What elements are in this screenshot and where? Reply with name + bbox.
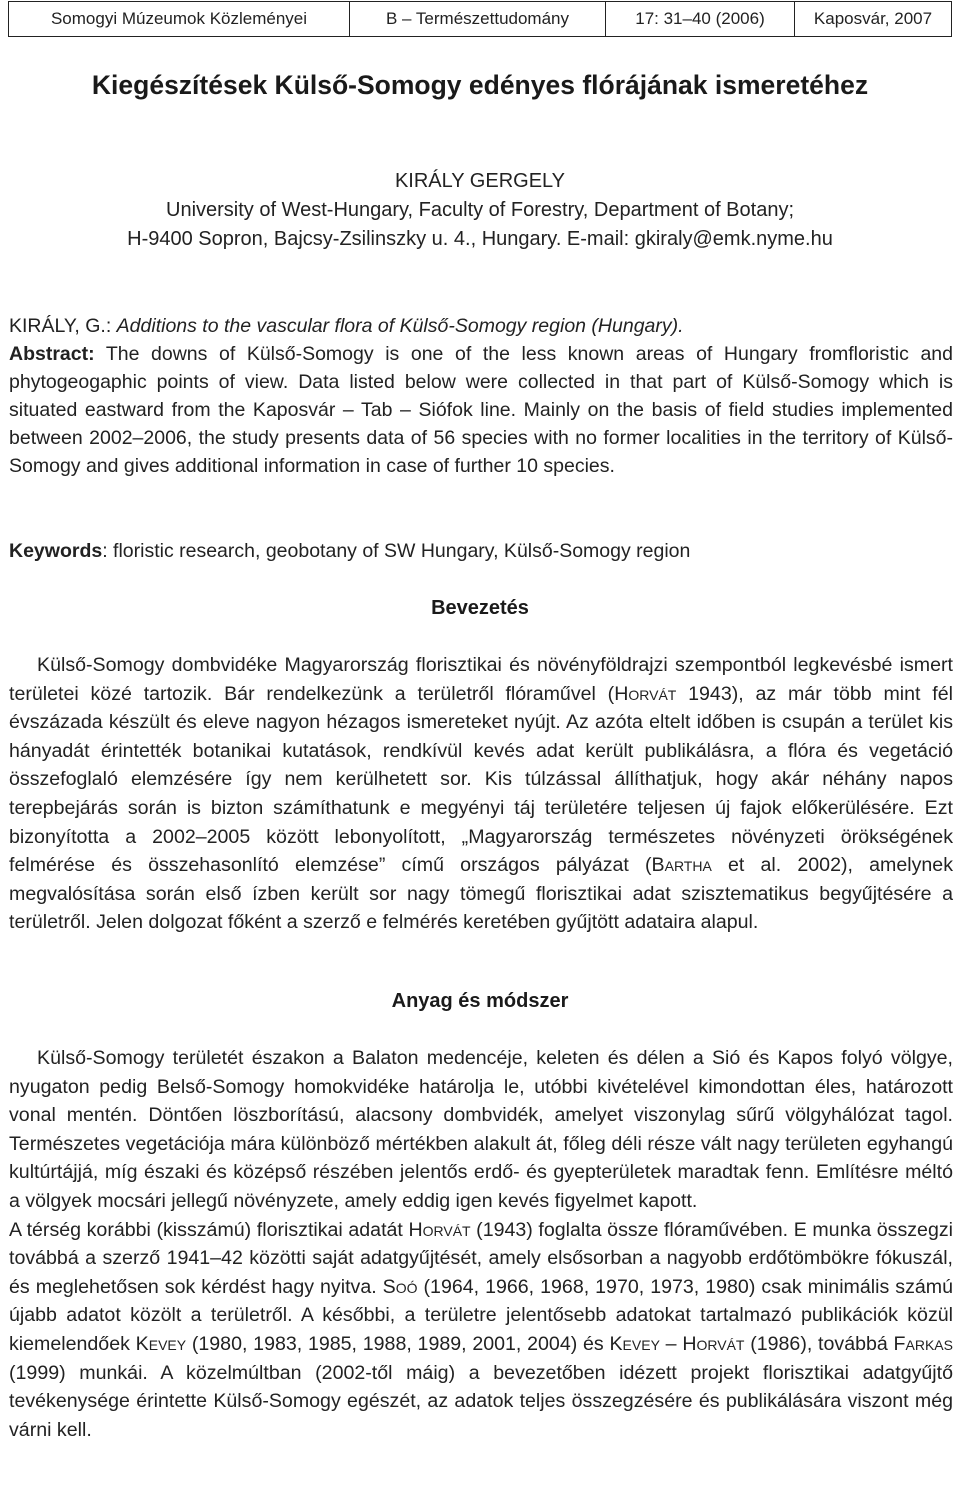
methods-text-a: A térség korábbi (kisszámú) florisztikai adatát (9, 1218, 409, 1241)
ref-soo: Soó (382, 1275, 418, 1298)
methods-paragraph-2 (9, 1216, 953, 1445)
author-affiliation: University of West-Hungary, Faculty of Forestry, Department of Botany; (166, 199, 794, 221)
methods-text-c: (1964, 1966, 1968, 1970, 1973, 1980) csak minimális számú újabb adatot közölt a területről. A későbbi, a területre jelentősebb adatokat tartalmazó publikációk közül kiemelendőek (9, 1275, 953, 1355)
methods-text-e: – (659, 1332, 683, 1355)
methods-text-g: (1999) munkái. A közelmúltban (2002-től máig) a bevezetőben idézett projekt florisztikai adatgyűjtő tevékenysége érintette Külső-Somogy egészét, az adatok teljes összegzésére és publikálására viszont még várni kell. (9, 1361, 953, 1441)
abstract-body (9, 340, 953, 480)
paper-title: Kiegészítések Külső-Somogy edényes flórájának ismeretéhez (91, 70, 869, 100)
intro-paragraph (9, 651, 953, 937)
header-place-year: Kaposvár, 2007 (813, 9, 933, 28)
author-name: KIRÁLY GERGELY (394, 170, 566, 192)
keywords-line (9, 540, 953, 563)
section-title-intro: Bevezetés (431, 597, 529, 619)
abstract-citation (9, 312, 953, 340)
section-title-methods: Anyag és módszer (391, 990, 569, 1012)
abstract-text: The downs of Külső-Somogy is one of the less known areas of Hungary fromfloristic and phytogeogaphic points of view. Data listed below were collected in that part of Külső-Somogy which is situated eastward from the Kaposvár – Tab – Siófok line. Mainly on the basis of field studies implemented between 2002–2006, the study presents data of 56 species with no former localities in the territory of Külső-Somogy and gives additional information in case of further 10 species. (9, 343, 953, 477)
methods-paragraph-1: Külső-Somogy területét északon a Balaton medencéje, keleten és délen a Sió és Kapos folyó völgye, nyugaton pedig Belső-Somogy homokvidéke határolja le, utóbbi kivételével kimondottan éles, határozott vonal mentén. Döntően löszborítású, alacsony dombvidék, amelyet viszonylag sűrű völgyhálózat tagol. Természetes vegetációja mára különböző mértékben alakult át, főleg déli része vált nagy területen egyhangú kultúrtájjá, míg északi és középső részében jelentős erdő- és gyepterületek maradtak fenn. Említésre méltó a völgyek mocsári jellegű növényzete, amely eddig igen kevés figyelmet kapott. (9, 1047, 953, 1212)
ref-horvat: Horvát (408, 1218, 471, 1241)
methods-body (9, 1044, 953, 1444)
intro-text-3: et al. 2002), amelynek megvalósítása során első ízben került sor nagy tömegű florisztikai adat szisztematikus begyűjtésére a területről. Jelen dolgozat főként a szerző e felmérés keretében gyűjtött adataira alapul. (9, 854, 953, 934)
header-series: B – Természettudomány (350, 2, 606, 36)
ref-bartha: Bartha (651, 854, 712, 877)
methods-text-d: (1980, 1983, 1985, 1988, 1989, 2001, 2004) és (186, 1332, 610, 1355)
header-journal: Somogyi Múzeumok Közleményei (9, 2, 350, 36)
ref-horvat: Horvát (682, 1332, 745, 1355)
keywords-text: : floristic research, geobotany of SW Hungary, Külső-Somogy region (102, 540, 691, 562)
intro-text-2: 1943), az már több mint fél évszázada készült és eleve nagyon hézagos ismereteket nyújt. Az azóta eltelt időben is csupán a terület kis hányadát érintették botanikai kutatások, rendkívül kevés adat került publikálásra, a flóra és vegetáció összefoglaló elemzésére így nem kerülhetett sor. Kis túlzással állíthatjuk, hogy akár néhány napos terepbejárás során is bizton számíthatunk e megyényi táj területére teljesen új fajok előkerülésére. Ezt bizonyította a 2002–2005 között lebonyolított, „Magyarország természetes növényzeti örökségének felmérése és összehasonlító elemzése” című országos pályázat ( (9, 682, 953, 877)
ref-kevey: Kevey (609, 1332, 660, 1355)
citation-separator: : (105, 315, 117, 337)
header-volume: 17: 31–40 (2006) (606, 2, 795, 36)
journal-header (8, 1, 952, 37)
author-address: H-9400 Sopron, Bajcsy-Zsilinszky u. 4., Hungary. E-mail: gkiraly@emk.nyme.hu (127, 228, 833, 250)
ref-kevey: Kevey (135, 1332, 187, 1355)
citation-author: KIRÁLY, G. (9, 315, 106, 337)
citation-title: Additions to the vascular flora of Külső-Somogy region (Hungary). (116, 315, 684, 337)
keywords-label: Keywords (9, 540, 103, 562)
ref-horvat: Horvát (614, 682, 677, 705)
abstract-block (9, 312, 953, 480)
author-block (0, 167, 960, 254)
intro-text-1: Külső-Somogy dombvidéke Magyarország florisztikai és növényföldrajzi szempontból legkevésbé ismert területei közé tartozik. Bár rendelkezünk a területről flóraművel ( (9, 654, 953, 705)
methods-text-b: (1943) foglalta össze flóraművében. E munka összegzi továbbá a szerző 1941–42 közötti saját adatgyűjtését, amely elsősorban a nagyobb erdőtömbökre fókuszál, és meglehetősen sok kérdést hagy nyitva. (9, 1218, 953, 1298)
methods-text-f: (1986), továbbá (744, 1332, 894, 1355)
ref-farkas: Farkas (893, 1332, 953, 1355)
abstract-label: Abstract: (9, 343, 95, 365)
